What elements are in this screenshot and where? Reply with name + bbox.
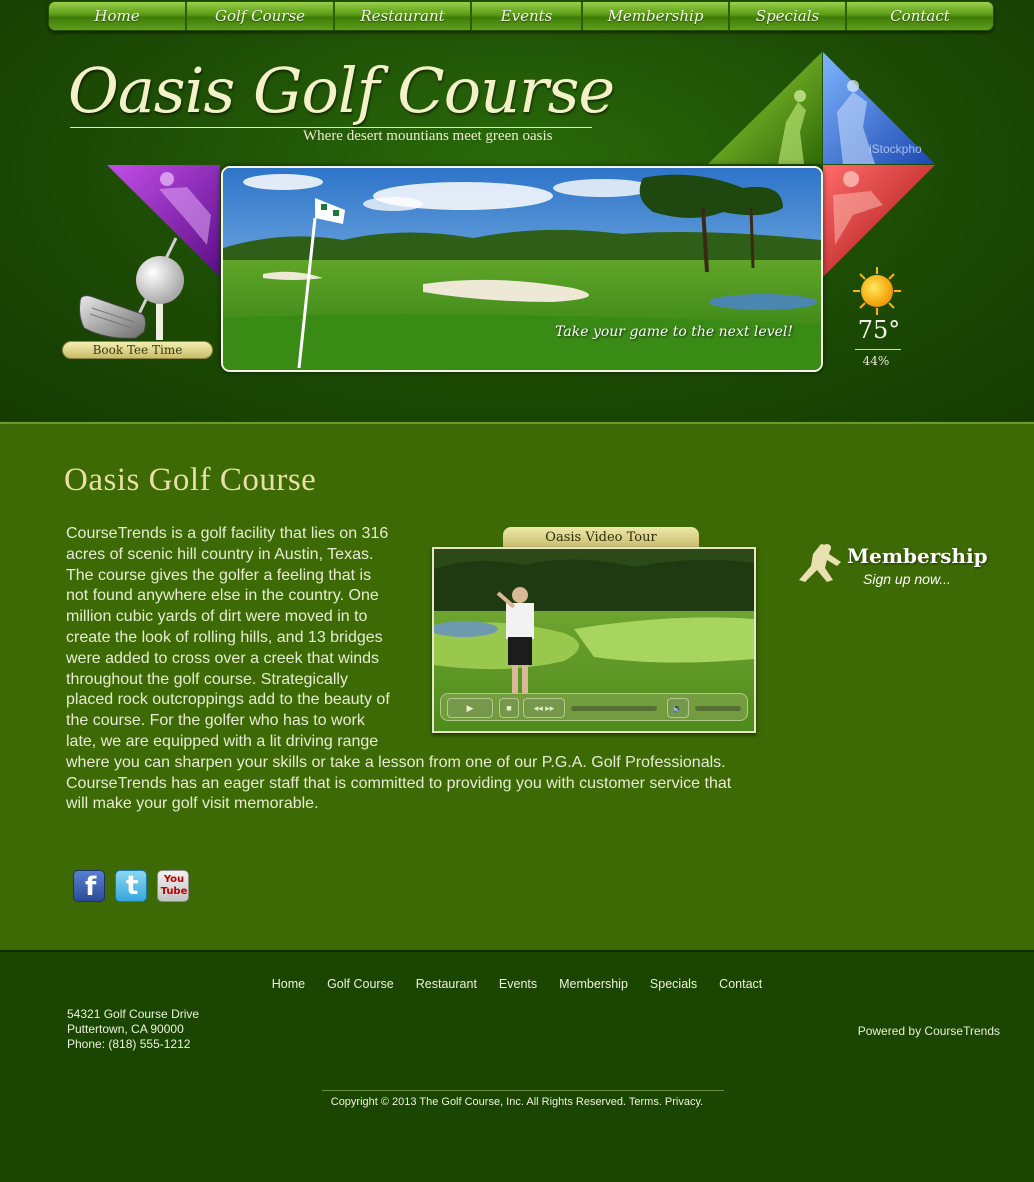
address-line-2: Puttertown, CA 90000 (67, 1022, 184, 1036)
main-content (0, 422, 1034, 950)
hero-banner (221, 166, 823, 372)
volume-icon[interactable]: 🔈 (667, 698, 689, 718)
weather-humidity: 44% (862, 354, 890, 368)
youtube-icon[interactable] (157, 870, 189, 902)
footer-link-events[interactable]: Events (498, 977, 538, 991)
video-seek-bar[interactable] (571, 706, 657, 711)
address-line-1: 54321 Golf Course Drive (67, 1007, 200, 1021)
nav-contact[interactable]: Contact (890, 7, 950, 25)
youtube-glyph: You Tube (160, 874, 188, 897)
twitter-glyph: t (126, 871, 139, 901)
nav-home[interactable]: Home (49, 2, 187, 30)
golfer-red-photo[interactable] (823, 165, 937, 278)
photo-watermark: iStockpho (869, 142, 922, 156)
nav-golf-course[interactable]: Golf Course (187, 2, 335, 30)
volume-slider[interactable] (695, 706, 741, 711)
footer-link-restaurant[interactable]: Restaurant (415, 977, 477, 991)
membership-title: Membership (847, 544, 988, 568)
weather-divider (855, 349, 901, 350)
nav-restaurant[interactable]: Restaurant (335, 2, 472, 30)
footer-link-membership[interactable]: Membership (559, 977, 628, 991)
video-player[interactable] (432, 547, 756, 733)
footer-link-specials[interactable]: Specials (649, 977, 698, 991)
copyright-text: Copyright © 2013 The Golf Course, Inc. All Rights Reserved. Terms. Privacy. (330, 1096, 704, 1108)
facebook-glyph: f (85, 872, 97, 902)
logo-tagline: Where desert mountians meet green oasis (303, 128, 553, 144)
membership-signup-link[interactable] (797, 542, 988, 592)
play-button[interactable]: ▶ (447, 698, 493, 718)
footer-link-contact[interactable]: Contact (719, 977, 763, 991)
golfer-silhouette-icon (797, 542, 847, 584)
footer-divider (322, 1090, 724, 1091)
video-controls (440, 693, 748, 721)
footer-link-golf-course[interactable]: Golf Course (327, 977, 394, 991)
golf-club-ball-icon (76, 236, 196, 342)
nav-membership[interactable]: Membership (583, 2, 730, 30)
footer-link-home[interactable]: Home (271, 977, 306, 991)
nav-events[interactable]: Events (472, 2, 583, 30)
weather-temperature: 75° (857, 316, 901, 344)
footer-address (67, 1007, 199, 1052)
membership-subtitle: Sign up now... (863, 571, 951, 587)
hero-caption: Take your game to the next level! (555, 324, 793, 340)
intro-text: CourseTrends is a golf facility that lies on 316 acres of scenic hill country in Austin, Texas. The course gives the golfer a feeling that is not found anywhere else in the country. One million cubic yards of dirt were moved in to create the look of rolling hills, and 13 bridges were added to cross over a creek that winds throughout the golf course. Strategically placed rock outcroppings add to the beauty of the course. For the golfer who has to work late, we are equipped with a lit driving range where you can sharpen your skills or take a lesson from one of our P.G.A. Golf Professionals. CourseTrends has an eager staff that is committed to providing you with customer service that will make your golf visit memorable. (66, 525, 732, 813)
video-tour-tab[interactable]: Oasis Video Tour (503, 527, 699, 548)
book-tee-time-button[interactable]: Book Tee Time (62, 341, 213, 359)
logo-title: Oasis Golf Course (68, 54, 615, 127)
rewind-forward-buttons[interactable]: ◂◂ ▸▸ (523, 698, 565, 718)
facebook-icon[interactable] (73, 870, 105, 902)
golfer-blue-photo[interactable] (823, 52, 937, 165)
site-header (0, 0, 1034, 421)
page-title: Oasis Golf Course (64, 462, 317, 498)
stop-button[interactable]: ■ (499, 698, 519, 718)
sun-icon (852, 266, 902, 316)
phone-number: Phone: (818) 555-1212 (67, 1037, 191, 1051)
twitter-icon[interactable] (115, 870, 147, 902)
golfer-green-photo[interactable] (708, 52, 824, 165)
top-navigation (48, 1, 994, 31)
nav-specials[interactable]: Specials (730, 2, 847, 30)
site-footer (0, 950, 1034, 1182)
footer-navigation (0, 977, 1034, 991)
powered-by-link[interactable]: Powered by CourseTrends (857, 1024, 1000, 1038)
